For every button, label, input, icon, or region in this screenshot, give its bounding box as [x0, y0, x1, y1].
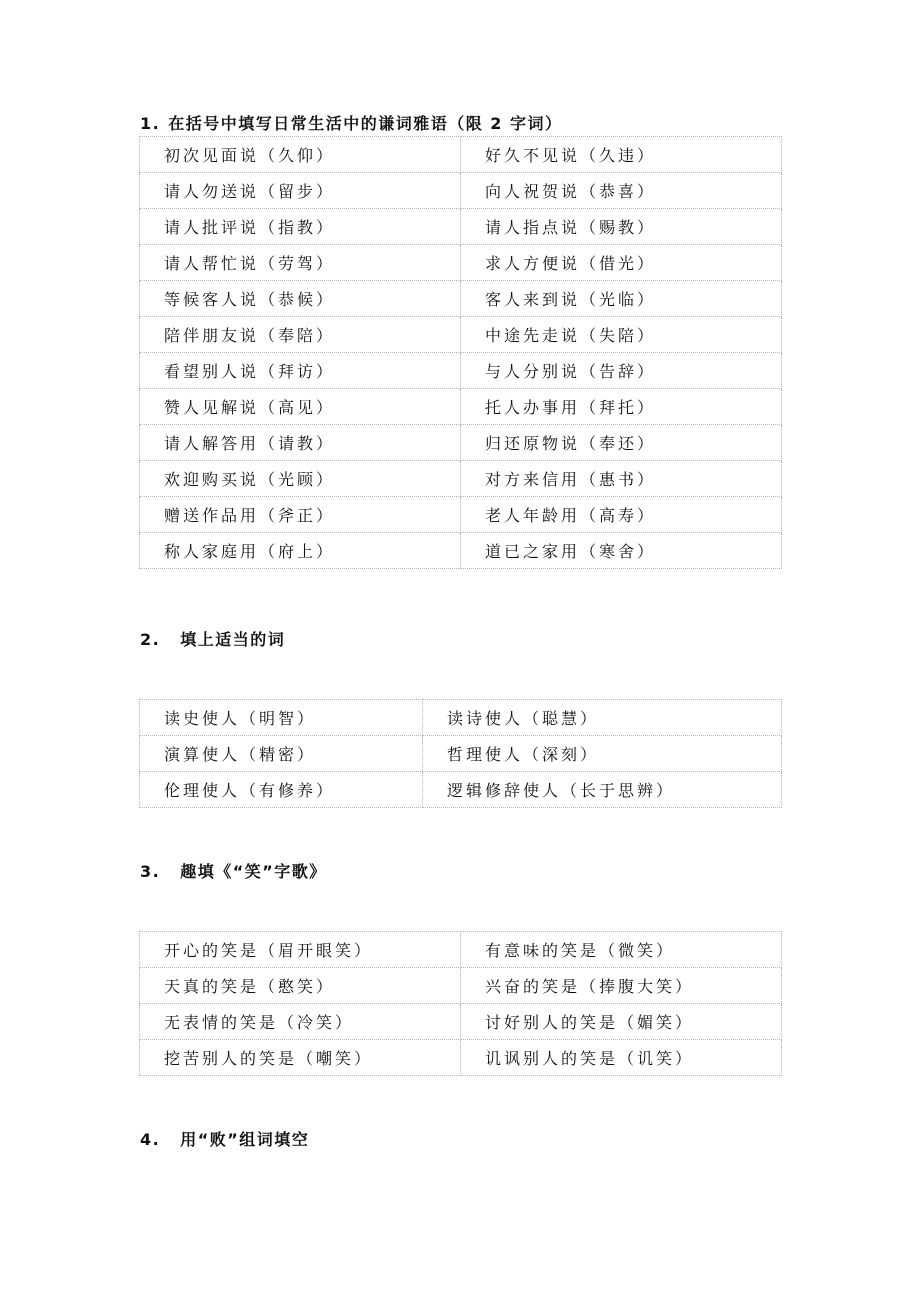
table-cell: 有意味的笑是（微笑） [461, 932, 782, 968]
section-3-heading [140, 861, 327, 883]
table-cell: 逻辑修辞使人（长于思辨） [423, 772, 782, 808]
table-cell: 好久不见说（久违） [461, 137, 782, 173]
table-cell: 伦理使人（有修养） [140, 772, 423, 808]
table-row [140, 1004, 782, 1040]
section-3-table [139, 931, 782, 1076]
table-row [140, 1040, 782, 1076]
table-cell: 陪伴朋友说（奉陪） [140, 317, 461, 353]
table-row [140, 700, 782, 736]
table-cell: 讨好别人的笑是（媚笑） [461, 1004, 782, 1040]
table-cell: 无表情的笑是（冷笑） [140, 1004, 461, 1040]
section-3-number: 3. [140, 862, 161, 881]
table-cell: 赞人见解说（高见） [140, 389, 461, 425]
table-cell: 请人指点说（赐教） [461, 209, 782, 245]
table-cell: 请人批评说（指教） [140, 209, 461, 245]
table-row [140, 245, 782, 281]
table-row [140, 353, 782, 389]
table-cell: 等候客人说（恭候） [140, 281, 461, 317]
table-cell: 兴奋的笑是（捧腹大笑） [461, 968, 782, 1004]
table-cell: 请人帮忙说（劳驾） [140, 245, 461, 281]
table-row [140, 497, 782, 533]
table-cell: 天真的笑是（憨笑） [140, 968, 461, 1004]
table-row [140, 281, 782, 317]
table-cell: 求人方便说（借光） [461, 245, 782, 281]
table-cell: 初次见面说（久仰） [140, 137, 461, 173]
table-cell: 托人办事用（拜托） [461, 389, 782, 425]
table-row [140, 173, 782, 209]
table-row [140, 137, 782, 173]
table-cell: 客人来到说（光临） [461, 281, 782, 317]
table-cell: 请人勿送说（留步） [140, 173, 461, 209]
table-cell: 中途先走说（失陪） [461, 317, 782, 353]
table-cell: 开心的笑是（眉开眼笑） [140, 932, 461, 968]
table-cell: 读诗使人（聪慧） [423, 700, 782, 736]
table-cell: 老人年龄用（高寿） [461, 497, 782, 533]
table-cell: 与人分别说（告辞） [461, 353, 782, 389]
table-cell: 演算使人（精密） [140, 736, 423, 772]
section-4-title: 用“败”组词填空 [180, 1130, 310, 1149]
table-row [140, 772, 782, 808]
table-row [140, 932, 782, 968]
table-cell: 向人祝贺说（恭喜） [461, 173, 782, 209]
section-3-title: 趣填《“笑”字歌》 [180, 862, 327, 881]
table-cell: 看望别人说（拜访） [140, 353, 461, 389]
section-2-table [139, 699, 782, 808]
section-2-heading [140, 629, 285, 651]
table-cell: 请人解答用（请教） [140, 425, 461, 461]
section-2-title: 填上适当的词 [180, 630, 286, 649]
table-cell: 欢迎购买说（光顾） [140, 461, 461, 497]
table-cell: 讥讽别人的笑是（讥笑） [461, 1040, 782, 1076]
table-cell: 称人家庭用（府上） [140, 533, 461, 569]
table-row [140, 968, 782, 1004]
table-cell: 道已之家用（寒舍） [461, 533, 782, 569]
table-cell: 读史使人（明智） [140, 700, 423, 736]
table-row [140, 425, 782, 461]
section-4-number: 4. [140, 1130, 161, 1149]
table-row [140, 317, 782, 353]
section-1-table [139, 136, 782, 569]
table-cell: 挖苦别人的笑是（嘲笑） [140, 1040, 461, 1076]
table-cell: 哲理使人（深刻） [423, 736, 782, 772]
table-row [140, 389, 782, 425]
table-cell: 赠送作品用（斧正） [140, 497, 461, 533]
table-cell: 对方来信用（惠书） [461, 461, 782, 497]
section-2-number: 2. [140, 630, 161, 649]
table-row [140, 461, 782, 497]
table-cell: 归还原物说（奉还） [461, 425, 782, 461]
section-1-number: 1. [140, 114, 161, 133]
table-row [140, 209, 782, 245]
section-1-title: 在括号中填写日常生活中的谦词雅语（限 2 字词） [168, 114, 563, 133]
table-row [140, 736, 782, 772]
section-4-heading [140, 1129, 309, 1151]
section-1-heading [140, 113, 563, 135]
table-row [140, 533, 782, 569]
